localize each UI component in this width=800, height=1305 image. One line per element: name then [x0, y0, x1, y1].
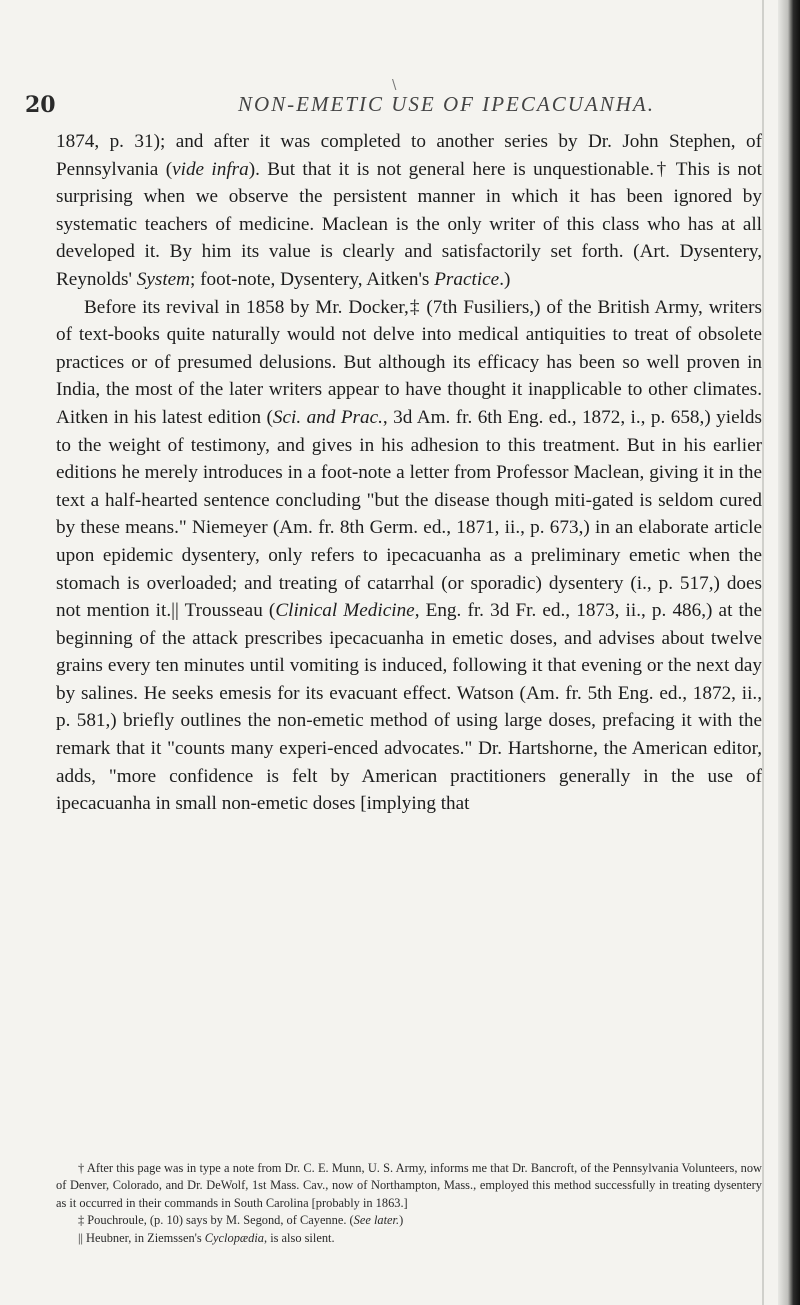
footnote-dagger: † After this page was in type a note from Dr. C. E. Munn, U. S. Army, informs me that Dr. Bancroft, of the Pennsylvania Volunteers, now of Denver, Colorado, and Dr. DeWolf, 1st Mass. Cav., now of Northampton, Mass., employed this method successfully in treating dysentery as it occurred in their commands in South Carolina [probably in 1863.]	[56, 1161, 762, 1210]
page-number: 20	[25, 92, 56, 118]
body-text	[56, 128, 762, 818]
page-edge-line	[762, 0, 764, 1305]
paragraph-2: Before its revival in 1858 by Mr. Docker,‡ (7th Fusiliers,) of the British Army, writers of text-books quite naturally would not delve into medical antiquities to treat of obsolete practices or of presumed delusions. But although its efficacy has been so well proven in India, the most of the later writers appear to have thought it inapplicable to other climates. Aitken in his latest edition (Sci. and Prac., 3d Am. fr. 6th Eng. ed., 1872, i., p. 658,) yields to the weight of testimony, and gives in his adhesion to this treatment. But in his earlier editions he merely introduces in a foot-note a letter from Professor Maclean, giving it in the text a half-hearted sentence concluding "but the disease though miti-gated is seldom cured by these means." Niemeyer (Am. fr. 8th Germ. ed., 1871, ii., p. 673,) in an elaborate article upon epidemic dysentery, only refers to ipecacuanha as a preliminary emetic when the stomach is overloaded; and treating of catarrhal (or sporadic) dysentery (i., p. 517,) does not mention it.|| Trousseau (Clinical Medicine, Eng. fr. 3d Fr. ed., 1873, ii., p. 486,) at the beginning of the attack prescribes ipecacuanha in emetic doses, and advises about twelve grains every ten minutes until vomiting is induced, following it that evening or the next day by salines. He seeks emesis for its evacuant effect. Watson (Am. fr. 5th Eng. ed., 1872, ii., p. 581,) briefly outlines the non-emetic method of using large doses, prefacing it with the remark that it "counts many experi-enced advocates." Dr. Hartshorne, the American editor, adds, "more confidence is felt by American practitioners generally in the use of ipecacuanha in small non-emetic doses [implying that	[56, 296, 762, 815]
footnotes	[56, 1160, 762, 1247]
footnote-parallel: || Heubner, in Ziemssen's Cyclopædia, is also silent.	[78, 1230, 335, 1245]
footnote-double-dagger: ‡ Pouchroule, (p. 10) says by M. Segond, of Cayenne. (See later.)	[78, 1213, 404, 1228]
running-head: NON-EMETIC USE OF IPECACUANHA.	[238, 92, 655, 116]
stray-mark: \	[392, 78, 397, 93]
page-binding-edge	[778, 0, 800, 1305]
paragraph-1: 1874, p. 31); and after it was completed to another series by Dr. John Stephen, of Pennsylvania (vide infra). But that it is not general here is unquestionable.† This is not surprising when we observe the persistent manner in which it has been ignored by systematic teachers of medicine. Maclean is the only writer of this class who has at all developed it. By him its value is clearly and satisfactorily set forth. (Art. Dysentery, Reynolds' System; foot-note, Dysentery, Aitken's Practice.)	[56, 131, 762, 290]
